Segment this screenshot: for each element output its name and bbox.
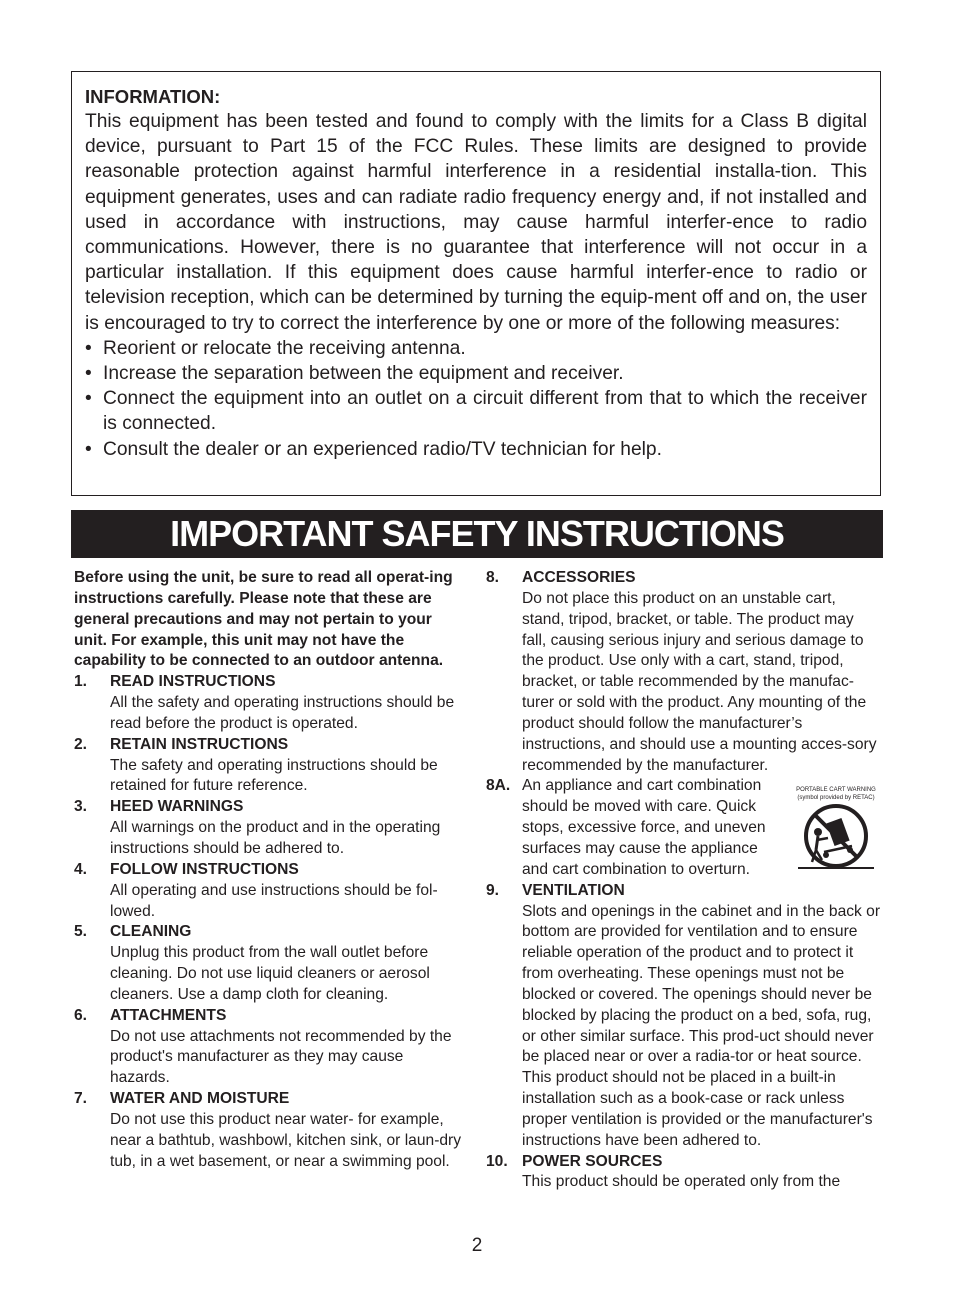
instruction-item bbox=[74, 922, 466, 1005]
cart-warning-caption-source: (symbol provided by RETAC) bbox=[797, 795, 875, 802]
instruction-title: WATER AND MOISTURE bbox=[110, 1090, 290, 1108]
instruction-number: 2. bbox=[74, 735, 88, 753]
instruction-title: VENTILATION bbox=[522, 881, 625, 899]
instruction-number: 6. bbox=[74, 1006, 88, 1024]
instruction-number: 8A. bbox=[486, 777, 511, 795]
instruction-title: RETAIN INSTRUCTIONS bbox=[110, 735, 289, 753]
instruction-number: 10. bbox=[486, 1152, 508, 1170]
information-bullet: • Reorient or relocate the receiving antenna. bbox=[85, 336, 867, 361]
instruction-text: An appliance and cart combination should be moved with care. Quick stops, excessive force, and uneven surfaces may cause the appliance and cart combination to overturn. bbox=[522, 777, 766, 878]
instruction-item bbox=[74, 1089, 466, 1172]
bullet-marker: • bbox=[85, 363, 92, 385]
instruction-title: POWER SOURCES bbox=[522, 1152, 663, 1170]
information-heading: INFORMATION: bbox=[85, 86, 221, 107]
bullet-marker: • bbox=[85, 438, 92, 460]
instruction-item bbox=[74, 1006, 466, 1089]
instruction-text: Unplug this product from the wall outlet before cleaning. Do not use liquid cleaners or aerosol cleaners. Use a damp cloth for cleaning. bbox=[110, 944, 430, 1003]
page-number: 2 bbox=[471, 1235, 483, 1256]
information-bullet-list bbox=[85, 336, 867, 462]
bullet-marker: • bbox=[85, 337, 92, 359]
instruction-item bbox=[74, 672, 466, 735]
instruction-item bbox=[486, 568, 882, 776]
instruction-item bbox=[486, 776, 882, 880]
instruction-title: ACCESSORIES bbox=[522, 569, 636, 586]
bullet-marker: • bbox=[85, 388, 92, 410]
instruction-item bbox=[486, 1152, 882, 1194]
intro-paragraph: Before using the unit, be sure to read all operat-ing instructions carefully. Please note that these are general precautions and may not pertain to your unit. For example, this unit may not have the capability to be connected to an outdoor antenna. bbox=[74, 569, 453, 670]
instruction-text: Do not use this product near water- for example, near a bathtub, washbowl, kitchen sink, or laun-dry tub, in a wet basement, or near a swimming pool. bbox=[110, 1110, 462, 1170]
safety-title-bar bbox=[71, 510, 883, 558]
cart-warning-caption: PORTABLE CART WARNING bbox=[796, 787, 876, 794]
instruction-title: HEED WARNINGS bbox=[110, 798, 244, 816]
instruction-number: 4. bbox=[74, 860, 88, 878]
instruction-title: FOLLOW INSTRUCTIONS bbox=[110, 860, 299, 878]
instruction-number: 5. bbox=[74, 923, 88, 941]
information-body: This equipment has been tested and found to comply with the limits for a Class B digital device, pursuant to Part 15 of the FCC Rules. These limits are designed to provide reasonable protection against harmful interference in a residential installa-tion. This equipment generates, uses and can radiate radio frequency energy and, if not installed and used in accordance with instructions, may cause harmful interfer-ence to radio communications. However, there is no guarantee that interference will not occur in a particular installation. If this equipment does cause harmful interfer-ence to radio or television reception, which can be determined by turning the equip-ment off and on, the user is encouraged to try to correct the interference by one or more of the following measures: bbox=[85, 111, 867, 334]
right-column bbox=[486, 568, 882, 1193]
instruction-text: The safety and operating instructions should be retained for future reference. bbox=[110, 756, 438, 795]
instruction-number: 7. bbox=[74, 1090, 88, 1108]
information-bullet: • Increase the separation between the equipment and receiver. bbox=[85, 361, 867, 386]
instruction-text: All warnings on the product and in the operating instructions should be adhered to. bbox=[110, 819, 441, 857]
instruction-text: Slots and openings in the cabinet and in the back or bottom are provided for ventilation and to ensure reliable operation of the product and to protect it from overheating. These openings must not be blocked or covered. The openings should never be blocked by placing the product on a bed, sofa, rug, or other similar surface. This prod-uct should never be placed near or over a radia-tor or heat source. This product should not be placed in a built-in installation such as a book-case or rack unless proper ventilation is provided or the manufacturer's instructions have been adhered to. bbox=[522, 902, 881, 1149]
instruction-item bbox=[74, 735, 466, 798]
instruction-number: 9. bbox=[486, 881, 500, 899]
fcc-information-box bbox=[71, 71, 881, 496]
instruction-text: All the safety and operating instructions should be read before the product is operated. bbox=[110, 694, 455, 732]
instruction-number: 8. bbox=[486, 569, 500, 586]
instruction-text: All operating and use instructions should be fol-lowed. bbox=[110, 881, 438, 920]
instruction-text: Do not use attachments not recommended by the product's manufacturer as they may cause hazards. bbox=[110, 1027, 452, 1087]
instruction-text: Do not place this product on an unstable cart, stand, tripod, bracket, or table. The product may fall, causing serious injury and serious damage to the product. Use only with a cart, stand, tripod, bracket, or table recommended by the manufac-turer or sold with the product. Any mounting of the product should follow the manufacturer’s instructions, and should use a mounting acces-sory recommended by the manufacturer. bbox=[522, 589, 877, 774]
information-bullet: • Consult the dealer or an experienced radio/TV technician for help. bbox=[85, 437, 867, 462]
instruction-title: CLEANING bbox=[110, 923, 192, 941]
left-column bbox=[74, 568, 466, 1172]
instruction-title: READ INSTRUCTIONS bbox=[110, 673, 276, 691]
instruction-number: 1. bbox=[74, 673, 88, 691]
instruction-item bbox=[74, 860, 466, 923]
information-bullet: • Connect the equipment into an outlet on a circuit different from that to which the receiver is connected. bbox=[85, 388, 867, 435]
instruction-text: This product should be operated only from the bbox=[522, 1173, 841, 1191]
instruction-number: 3. bbox=[74, 798, 88, 816]
instruction-title: ATTACHMENTS bbox=[110, 1006, 227, 1024]
instruction-item bbox=[486, 881, 882, 1152]
portable-cart-warning-symbol bbox=[794, 786, 878, 879]
cart-tipping-warning-icon bbox=[794, 802, 878, 872]
instruction-item bbox=[74, 797, 466, 860]
page-title: IMPORTANT SAFETY INSTRUCTIONS bbox=[170, 513, 784, 554]
